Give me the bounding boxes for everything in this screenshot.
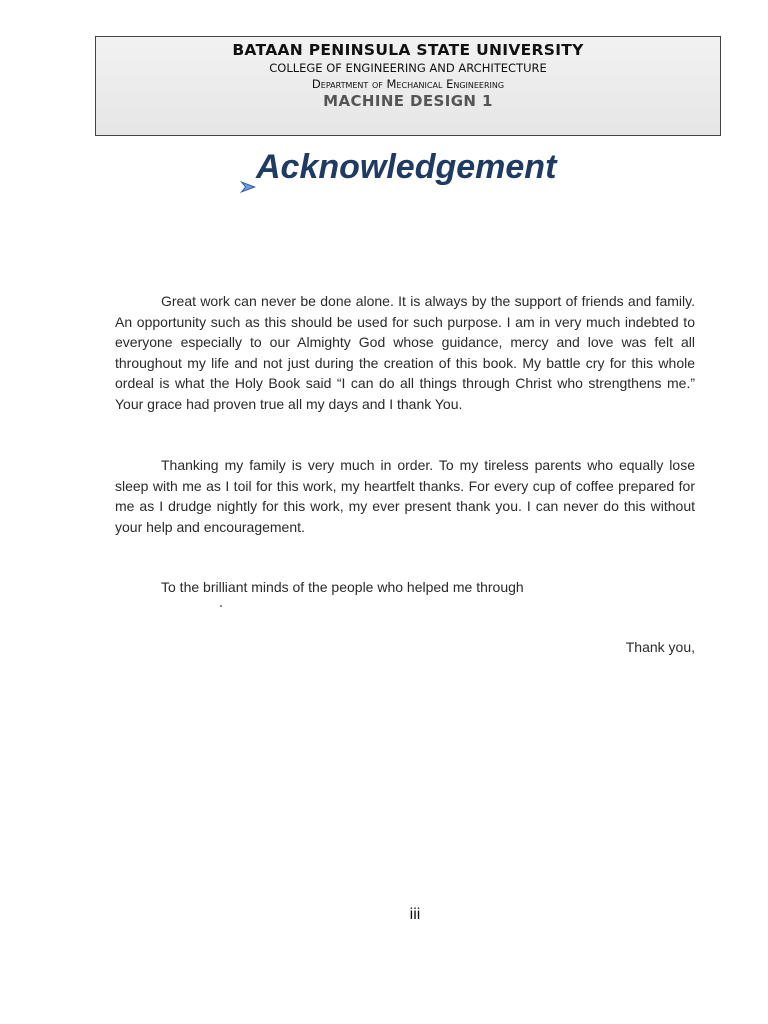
arrow-bullet-icon <box>240 180 256 192</box>
header-box <box>95 36 721 136</box>
department-name: Department of Mechanical Engineering <box>311 77 505 91</box>
course-title: MACHINE DESIGN 1 <box>323 92 493 110</box>
signoff: Thank you, <box>625 639 695 655</box>
stray-dot <box>220 605 222 607</box>
title-row <box>0 146 768 196</box>
university-name: BATAAN PENINSULA STATE UNIVERSITY <box>232 41 584 59</box>
paragraph-gratitude-god: Great work can never be done alone. It is always by the support of friends and family. An opportunity such as this should be used for such purpose. I am in very much indebted to everyone especially to our Almighty God whose guidance, mercy and love was felt all throughout my life and not just during the creation of this book. My battle cry for this whole ordeal is what the Holy Book said “I can do all things through Christ who strengthens me.” Your grace had proven true all my days and I thank You. <box>115 293 695 412</box>
paragraph-family: Thanking my family is very much in order. To my tireless parents who equally lose sleep with me as I toil for this work, my heartfelt thanks. For every cup of coffee prepared for me as I drudge nightly for this work, my ever present thank you. I can never do this without your help and encouragement. <box>115 457 695 535</box>
page-title: Acknowledgement <box>256 148 557 186</box>
page-number: iii <box>409 906 421 923</box>
paragraph-helpers: To the brilliant minds of the people who helped me through <box>161 579 524 595</box>
college-name: COLLEGE OF ENGINEERING AND ARCHITECTURE <box>269 61 547 75</box>
